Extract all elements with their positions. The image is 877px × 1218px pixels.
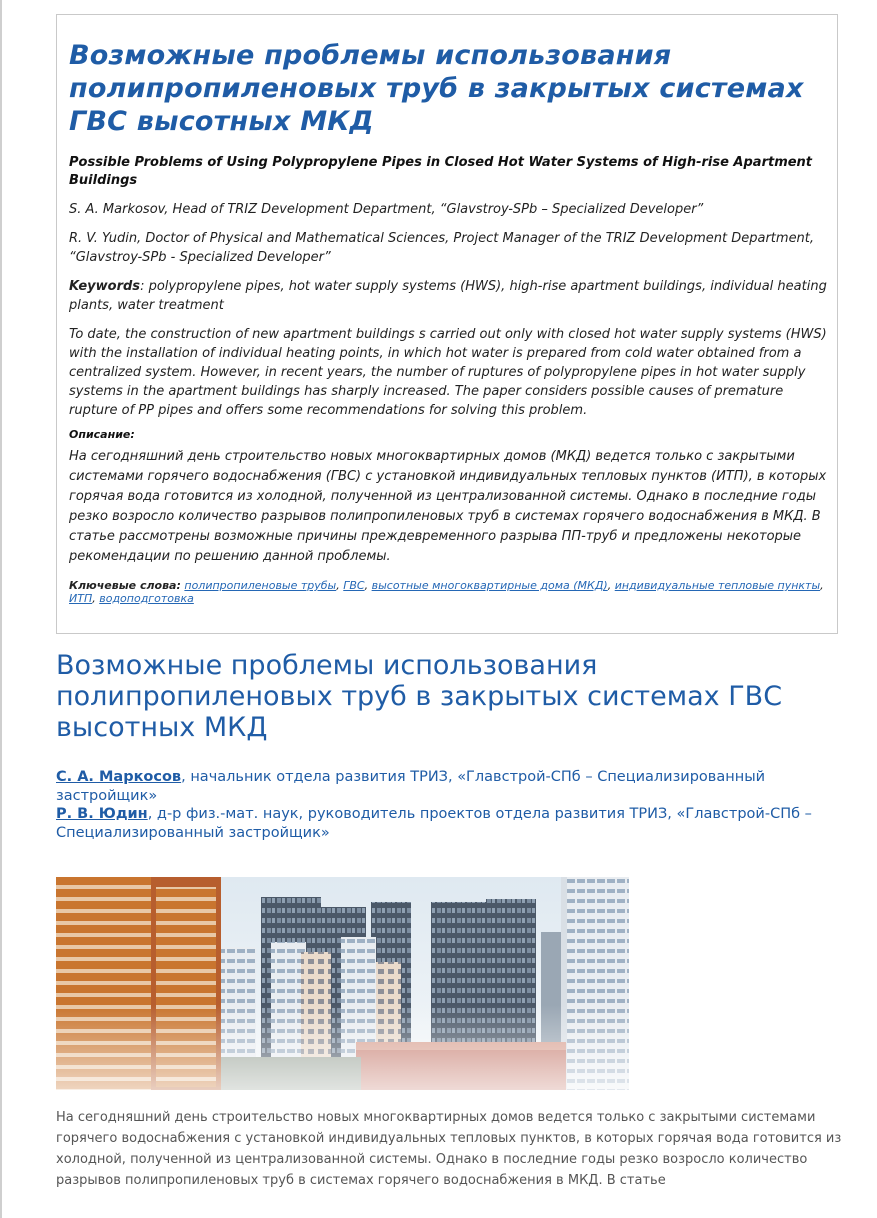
- keywords-ru-label: Ключевые слова:: [69, 579, 181, 592]
- author2-en: R. V. Yudin, Doctor of Physical and Mathematical Sciences, Project Manager of the TRIZ Development Department, “Glavstroy-SPb - Specialized Developer”: [69, 231, 815, 265]
- keywords-ru: Ключевые слова: полипропиленовые трубы, ГВС, высотные многоквартирные дома (МКД), индивидуальные тепловые пункты, ИТП, водоподготовка: [69, 579, 824, 605]
- author1-line: [56, 768, 856, 805]
- author2-role: , д-р физ.-мат. наук, руководитель проектов отдела развития ТРИЗ, «Главстрой-СПб – Специализированный застройщик»: [56, 806, 812, 841]
- keywords-en: [69, 277, 827, 315]
- author2-line: [56, 805, 856, 842]
- abstract-title-en: Possible Problems of Using Polypropylene Pipes in Closed Hot Water Systems of High-rise Apartment Buildings: [69, 155, 813, 188]
- keyword-link[interactable]: ИТП: [69, 592, 93, 605]
- author1-en: S. A. Markosov, Head of TRIZ Development Department, “Glavstroy-SPb – Specialized Developer”: [69, 202, 704, 217]
- keyword-link[interactable]: высотные многоквартирные дома (МКД): [371, 579, 608, 592]
- author1-role: , начальник отдела развития ТРИЗ, «Главстрой-СПб – Специализированный застройщик»: [56, 769, 766, 804]
- article-authors: [56, 768, 856, 842]
- abstract-ru: На сегодняшний день строительство новых многоквартирных домов (МКД) ведется только с закрытыми системами горячего водоснабжения (ГВС) с установкой индивидуальных тепловых пунктов (ИТП), в которых горячая вода готовится из холодной, полученной из централизованной системы. Однако в последние годы резко возросло количество разрывов полипропиленовых труб в системах горячего водоснабжения в МКД. В статье рассмотрены возможные причины преждевременного разрыва ПП-труб и предложены некоторые рекомендации по решению данной проблемы.: [69, 449, 827, 564]
- keyword-link[interactable]: полипропиленовые трубы: [184, 579, 337, 592]
- keywords-en-text: : polypropylene pipes, hot water supply systems (HWS), high-rise apartment buildings, individual heating plants, water treatment: [69, 279, 827, 313]
- keyword-link[interactable]: водоподготовка: [99, 592, 194, 605]
- page-left-edge: [0, 0, 2, 1218]
- keyword-link[interactable]: индивидуальные тепловые пункты: [614, 579, 821, 592]
- abstract-title-ru: Возможные проблемы использования полипропиленовых труб в закрытых системах ГВС высотных МКД: [69, 40, 804, 137]
- article-title: Возможные проблемы использования полипропиленовых труб в закрытых системах ГВС высотных МКД: [56, 650, 783, 743]
- keywords-en-label: Keywords: [69, 279, 141, 294]
- author2-link[interactable]: Р. В. Юдин: [56, 806, 148, 822]
- description-label: Описание:: [69, 428, 135, 441]
- buildings-photo: [56, 877, 629, 1090]
- article-body: На сегодняшний день строительство новых многоквартирных домов ведется только с закрытыми системами горячего водоснабжения с установкой индивидуальных тепловых пунктов, в которых горячая вода готовится из холодной, полученной из централизованной системы. Однако в последние годы резко возросло количество разрывов полипропиленовых труб в системах горячего водоснабжения в МКД. В статье: [56, 1110, 842, 1188]
- abstract-en: To date, the construction of new apartment buildings s carried out only with closed hot water supply systems (HWS) with the installation of individual heating points, in which hot water is prepared from cold water obtained from a centralized system. However, in recent years, the number of ruptures of polypropylene pipes in hot water supply systems in the apartment buildings has sharply increased. The paper considers possible causes of premature rupture of PP pipes and offers some recommendations for solving this problem.: [69, 327, 827, 418]
- abstract-box: [56, 14, 838, 634]
- author1-link[interactable]: С. А. Маркосов: [56, 769, 182, 785]
- keyword-link[interactable]: ГВС: [343, 579, 365, 592]
